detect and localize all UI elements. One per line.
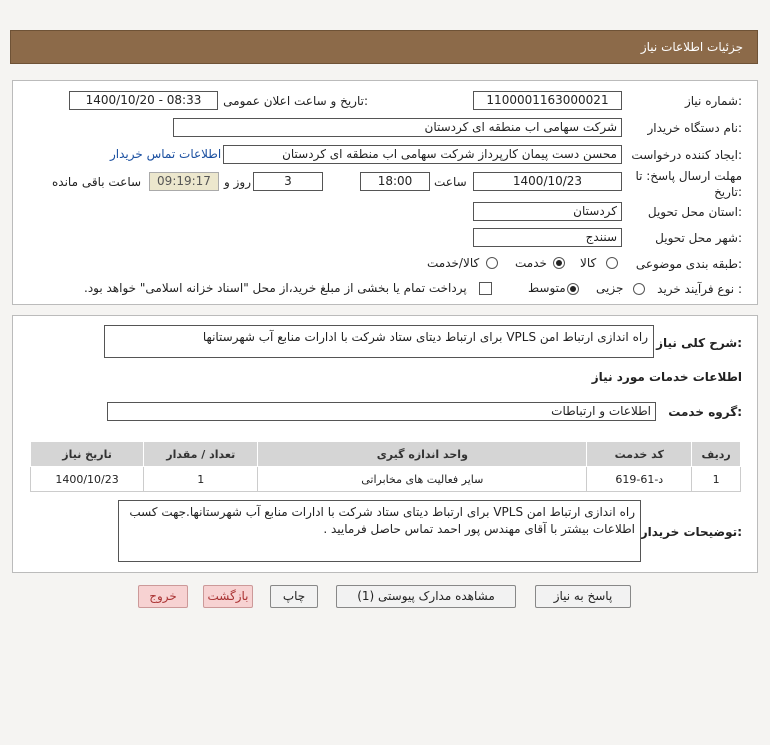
buyer-notes-label: توضیحات خریدار: — [640, 525, 742, 539]
col-date: تاریخ نیاز — [31, 442, 144, 467]
category-option-goods: کالا — [580, 256, 597, 270]
services-table — [30, 441, 741, 492]
city-label: شهر محل تحویل: — [655, 231, 742, 245]
city-field: سنندج — [473, 228, 622, 247]
time-label: ساعت — [434, 175, 467, 189]
treasury-payment-checkbox[interactable] — [479, 282, 492, 295]
province-label: استان محل تحویل: — [647, 205, 742, 219]
print-button[interactable]: چاپ — [270, 585, 318, 608]
reply-button[interactable]: پاسخ به نیاز — [535, 585, 631, 608]
deadline-label: مهلت ارسال پاسخ: تا تاریخ: — [635, 169, 742, 199]
services-heading: اطلاعات خدمات مورد نیاز — [591, 370, 742, 384]
col-row: ردیف — [692, 442, 741, 467]
attachments-button[interactable]: مشاهده مدارک پیوستی (1) — [336, 585, 516, 608]
page-title: جزئیات اطلاعات نیاز — [640, 40, 743, 54]
province-field: کردستان — [473, 202, 622, 221]
category-label: طبقه بندی موضوعی: — [635, 257, 742, 271]
service-group-label: گروه خدمت: — [668, 405, 742, 419]
need-number-field: 1100001163000021 — [473, 91, 622, 110]
process-radio-minor[interactable] — [633, 283, 645, 295]
requester-field: محسن دست پیمان کارپرداز شرکت سهامی اب منطقه ای کردستان — [223, 145, 622, 164]
buyer-notes-box: راه اندازی ارتباط امن VPLS برای ارتباط دیتای ستاد شرکت با ادارات منابع آب شهرستانها.جهت کسب اطلاعات بیشتر با آقای مهندس پور احمد تماس حاصل فرمایید . — [118, 500, 641, 562]
category-option-goods-service: کالا/خدمت — [427, 256, 480, 270]
process-radio-medium[interactable] — [567, 283, 579, 295]
back-button[interactable]: بازگشت — [203, 585, 253, 608]
payment-note: پرداخت تمام یا بخشی از مبلغ خرید،از محل "اسناد خزانه اسلامی" خواهد بود. — [84, 281, 467, 295]
deadline-time-field: 18:00 — [360, 172, 430, 191]
requester-label: ایجاد کننده درخواست: — [631, 148, 742, 162]
announce-field: 1400/10/20 - 08:33 — [69, 91, 218, 110]
days-label: روز و — [224, 175, 251, 189]
category-option-service: خدمت — [515, 256, 547, 270]
process-label: نوع فرآیند خرید : — [657, 282, 742, 296]
buyer-org-label: نام دستگاه خریدار: — [647, 121, 742, 135]
announce-label: تاریخ و ساعت اعلان عمومی: — [223, 94, 368, 108]
process-option-medium: متوسط — [528, 281, 566, 295]
page-header — [10, 30, 758, 64]
cell-row: 1 — [692, 467, 741, 492]
days-field: 3 — [253, 172, 323, 191]
cell-date: 1400/10/23 — [31, 467, 144, 492]
table-header-row — [31, 442, 741, 467]
service-group-field: اطلاعات و ارتباطات — [107, 402, 656, 421]
cell-unit: سایر فعالیت های مخابراتی — [258, 467, 587, 492]
category-radio-goods[interactable] — [606, 257, 618, 269]
contact-info-link[interactable]: اطلاعات تماس خریدار — [110, 147, 222, 161]
col-qty: تعداد / مقدار — [144, 442, 258, 467]
deadline-date-field: 1400/10/23 — [473, 172, 622, 191]
category-radio-goods-service[interactable] — [486, 257, 498, 269]
col-code: کد خدمت — [587, 442, 692, 467]
need-number-label: شماره نیاز: — [684, 94, 742, 108]
cell-qty: 1 — [144, 467, 258, 492]
table-row — [31, 467, 741, 492]
summary-label: شرح کلی نیاز: — [656, 336, 742, 350]
category-radio-service[interactable] — [553, 257, 565, 269]
remaining-label: ساعت باقی مانده — [52, 175, 142, 189]
buyer-org-field: شرکت سهامی اب منطقه ای کردستان — [173, 118, 622, 137]
exit-button[interactable]: خروج — [138, 585, 188, 608]
remaining-time-field: 09:19:17 — [149, 172, 219, 191]
cell-code: د-61-619 — [587, 467, 692, 492]
summary-box: راه اندازی ارتباط امن VPLS برای ارتباط دیتای ستاد شرکت با ادارات منابع آب شهرستانها — [104, 325, 654, 358]
process-option-minor: جزیی — [596, 281, 624, 295]
col-unit: واحد اندازه گیری — [258, 442, 587, 467]
